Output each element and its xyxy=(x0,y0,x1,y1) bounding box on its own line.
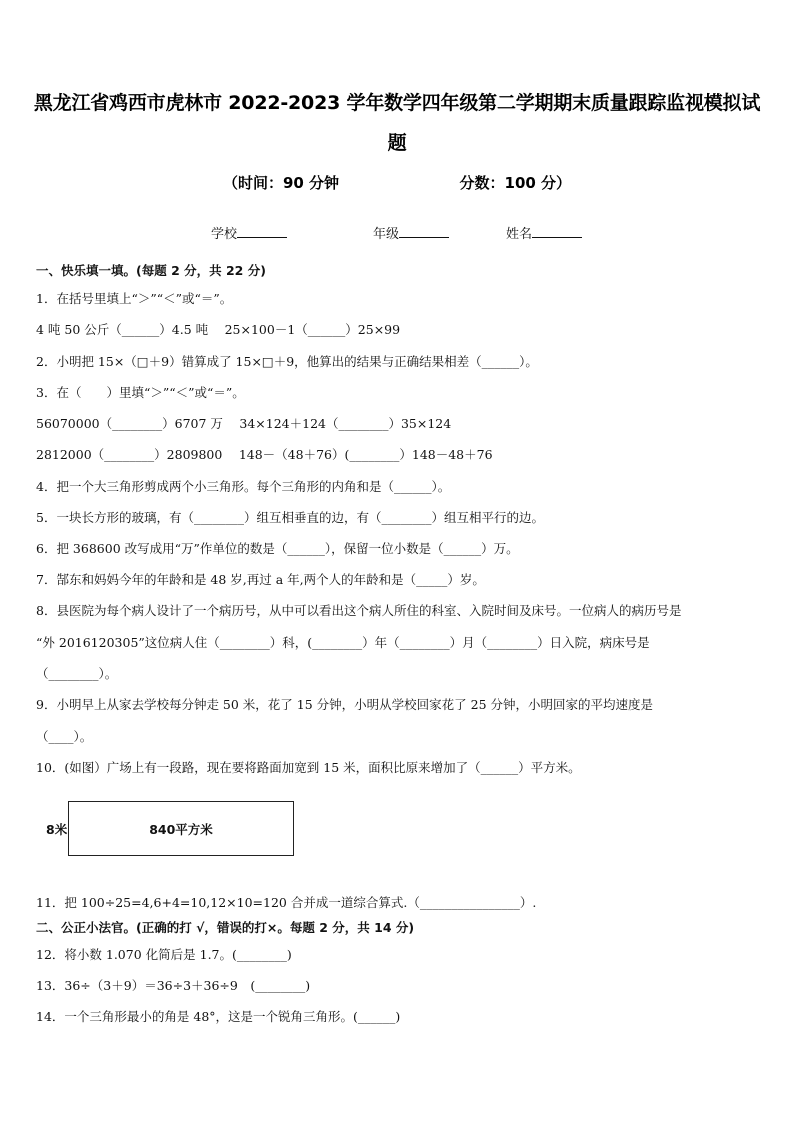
question-line: 11．把 100÷25=4,6+4=10,12×10=120 合并成一道综合算式.（________________）. xyxy=(36,895,537,910)
name-field xyxy=(506,223,582,242)
school-label: 学校 xyxy=(211,227,238,242)
question-line: 2．小明把 15×（□＋9）错算成了 15×□＋9，他算出的结果与正确结果相差（______）。 xyxy=(36,354,538,369)
figure-side-label: 8米 xyxy=(46,822,68,837)
school-field xyxy=(211,223,287,242)
question-line: “外 2016120305”这位病人住（________）科，(________）年（________）月（________）日入院，病床号是 xyxy=(36,635,650,650)
grade-field xyxy=(373,223,449,242)
time-limit: （时间：90 分钟 xyxy=(222,174,340,192)
school-blank[interactable] xyxy=(237,225,287,238)
question-line: 4 吨 50 公斤（______）4.5 吨 25×100－1（______）25×99 xyxy=(36,322,401,337)
exam-title-line1: 黑龙江省鸡西市虎林市 2022-2023 学年数学四年级第二学期期末质量跟踪监视模拟试 xyxy=(33,92,761,114)
question-line: 12．将小数 1.070 化简后是 1.7。(________) xyxy=(36,947,292,962)
name-label: 姓名 xyxy=(506,227,533,242)
question-line: 9．小明早上从家去学校每分钟走 50 米，花了 15 分钟，小明从学校回家花了 25 分钟，小明回家的平均速度是 xyxy=(36,697,654,712)
question-line: 4．把一个大三角形剪成两个小三角形。每个三角形的内角和是（______）。 xyxy=(36,479,451,494)
question-line: 6．把 368600 改写成用“万”作单位的数是（______），保留一位小数是（______）万。 xyxy=(36,541,519,556)
question-line: 2812000（________）2809800 148－（48＋76）(________）148－48＋76 xyxy=(36,447,493,462)
question-line: （____）。 xyxy=(36,729,93,744)
question-line: 14．一个三角形最小的角是 48°，这是一个锐角三角形。(______) xyxy=(36,1009,401,1024)
question-line: 5．一块长方形的玻璃，有（________）组互相垂直的边，有（________）组互相平行的边。 xyxy=(36,510,544,525)
question-line: 1．在括号里填上“＞”“＜”或“＝”。 xyxy=(36,291,233,306)
question-line: （________）。 xyxy=(36,666,118,681)
name-blank[interactable] xyxy=(532,225,582,238)
figure-area-label: 840平方米 xyxy=(149,821,213,837)
question-line: 13．36÷（3＋9）＝36÷3＋36÷9 (________) xyxy=(36,978,311,993)
question-line: 56070000（________）6707 万 34×124＋124（________）35×124 xyxy=(36,416,452,431)
total-score: 分数：100 分） xyxy=(459,174,572,192)
exam-meta xyxy=(0,172,794,193)
section-heading-2: 二、公正小法官。(正确的打 √，错误的打×。每题 2 分，共 14 分) xyxy=(36,920,415,935)
road-rectangle-figure xyxy=(68,801,294,856)
section-heading-1: 一、快乐填一填。(每题 2 分，共 22 分) xyxy=(36,263,266,278)
question-line: 10．(如图）广场上有一段路，现在要将路面加宽到 15 米，面积比原来增加了（______）平方米。 xyxy=(36,760,581,775)
question-line: 7．郜东和妈妈今年的年龄和是 48 岁,再过 a 年,两个人的年龄和是（_____）岁。 xyxy=(36,572,485,587)
exam-title-line2: 题 xyxy=(387,132,407,154)
grade-label: 年级 xyxy=(373,227,400,242)
question-line: 8．县医院为每个病人设计了一个病历号，从中可以看出这个病人所住的科室、入院时间及床号。一位病人的病历号是 xyxy=(36,603,682,618)
grade-blank[interactable] xyxy=(399,225,449,238)
question-line: 3．在（ ）里填“＞”“＜”或“＝”。 xyxy=(36,385,245,400)
